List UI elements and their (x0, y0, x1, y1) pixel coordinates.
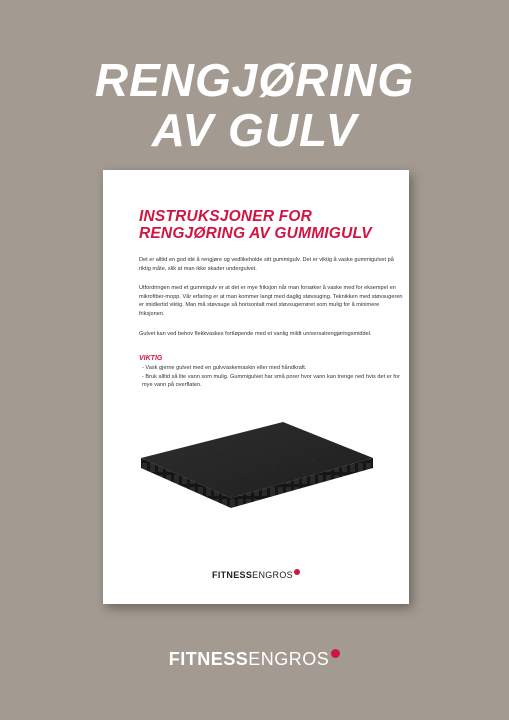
footer-brand-regular: ENGROS (248, 649, 330, 669)
document-title: INSTRUKSJONER FOR RENGJØRING AV GUMMIGULV (139, 208, 372, 242)
footer-brand-logo (0, 649, 509, 670)
brand-regular: ENGROS (252, 570, 293, 580)
rubber-mat-image (133, 412, 383, 517)
paragraph-challenge: Utfordringen med et gummigulv er at det er mye friksjon når man forsøker å vaske med for eksempel en mikrofiber-mopp. Vår erfaring er at man kommer langt med daglig støvsuging. Teknikken med støvsugeren er imidlertid viktig. Man må støvsuge så horisontalt med støvsugerrøret som mulig for å minimere friksjonen. (139, 285, 403, 317)
brand-dot-icon (294, 569, 300, 575)
list-item: - Vask gjerne gulvet med en gulvvaskemaskin eller med håndkraft. (142, 365, 307, 371)
headline-line-1: RENGJØRING (94, 54, 415, 106)
headline-line-2: AV GULV (151, 104, 358, 156)
footer-brand-bold: FITNESS (168, 649, 249, 669)
list-item: - Bruk alltid så lite vann som mulig. Gummigulvet har små porer hvor vann kan trenge ned hvis det er for mye vann på overflaten. (142, 373, 400, 389)
document-brand-logo (103, 570, 409, 580)
instruction-document (103, 170, 409, 604)
important-list (139, 364, 405, 390)
paragraph-spot-clean: Gulvet kan ved behov flekkvaskes fortløpende med et vanlig mildt universalrengjøringsmiddel. (139, 331, 372, 337)
important-heading: VIKTIG (139, 355, 163, 362)
paragraph-intro: Det er alltid en god idé å rengjøre og vedlikeholde sitt gummigulv. Det er viktig å vaske gummigulvet på riktig måte, slik at man ikke skader undergulvet. (139, 257, 394, 272)
brand-dot-icon (331, 649, 340, 658)
brand-bold: FITNESS (212, 570, 253, 580)
